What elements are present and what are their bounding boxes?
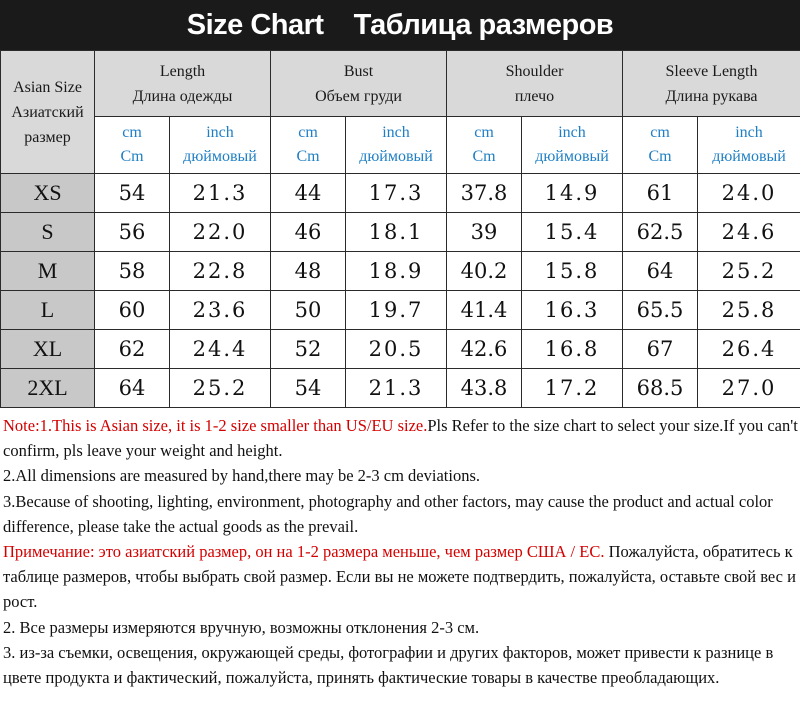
unit-inch — [170, 117, 271, 174]
unit-line: Cm — [648, 148, 672, 165]
value-cm: 61 — [623, 174, 698, 213]
value-inch: 17.2 — [522, 369, 623, 408]
group-header-bust — [271, 51, 447, 117]
size-label: 2XL — [1, 369, 95, 408]
size-label: XL — [1, 330, 95, 369]
group-header-ru: Длина одежды — [132, 87, 233, 105]
unit-line: дюймовый — [359, 148, 433, 165]
title-en: Size Chart — [186, 8, 324, 41]
group-header-length — [95, 51, 271, 117]
value-inch: 21.3 — [346, 369, 447, 408]
value-cm: 48 — [271, 252, 346, 291]
note-ru-3: 3. из-за съемки, освещения, окружающей среды, фотографии и других факторов, может привести к разнице в цвете продукта и фактический, пожалуйста, принять фактические товары в качестве преобладающих. — [3, 642, 774, 688]
unit-cm — [447, 117, 522, 174]
unit-inch — [698, 117, 800, 174]
value-inch: 18.1 — [346, 213, 447, 252]
unit-line: cm — [122, 124, 142, 141]
value-inch: 17.3 — [346, 174, 447, 213]
unit-line: inch — [206, 124, 234, 141]
value-cm: 43.8 — [447, 369, 522, 408]
note-en-2: 2.All dimensions are measured by hand,there may be 2-3 cm deviations. — [3, 466, 480, 486]
value-inch: 27.0 — [698, 369, 800, 408]
value-inch: 18.9 — [346, 252, 447, 291]
value-inch: 26.4 — [698, 330, 800, 369]
unit-line: cm — [298, 124, 318, 141]
note-en-1-highlight: Note:1.This is Asian size, it is 1-2 size smaller than US/EU size. — [3, 416, 428, 435]
unit-cm — [623, 117, 698, 174]
value-cm: 65.5 — [623, 291, 698, 330]
unit-line: Cm — [120, 148, 144, 165]
unit-cm — [95, 117, 170, 174]
value-cm: 41.4 — [447, 291, 522, 330]
group-header-ru: Объем груди — [315, 87, 402, 105]
group-header-en: Bust — [343, 62, 374, 80]
value-inch: 14.9 — [522, 174, 623, 213]
value-inch: 15.8 — [522, 252, 623, 291]
size-label: L — [1, 291, 95, 330]
value-cm: 58 — [95, 252, 170, 291]
value-inch: 16.3 — [522, 291, 623, 330]
group-header-en: Sleeve Length — [665, 62, 758, 80]
value-inch: 21.3 — [170, 174, 271, 213]
value-cm: 62.5 — [623, 213, 698, 252]
unit-line: дюймовый — [183, 148, 257, 165]
value-inch: 15.4 — [522, 213, 623, 252]
size-label: S — [1, 213, 95, 252]
value-cm: 37.8 — [447, 174, 522, 213]
value-cm: 54 — [95, 174, 170, 213]
value-inch: 19.7 — [346, 291, 447, 330]
value-cm: 52 — [271, 330, 346, 369]
value-inch: 24.0 — [698, 174, 800, 213]
note-ru-1-highlight: Примечание: это азиатский размер, он на 1-2 размера меньше, чем размер США / ЕС. — [3, 542, 605, 562]
value-inch: 22.8 — [170, 252, 271, 291]
note-ru-2: 2. Все размеры измеряются вручную, возможны отклонения 2-3 см. — [3, 617, 480, 637]
note-en-1 — [3, 413, 798, 463]
size-header-line: Азиатский — [11, 103, 84, 121]
unit-line: cm — [650, 124, 670, 141]
group-header-sleeve-length — [623, 51, 800, 117]
size-header-line: размер — [24, 128, 71, 146]
table-row — [1, 174, 800, 213]
notes — [3, 413, 798, 690]
table-row — [1, 369, 800, 408]
value-inch: 25.2 — [170, 369, 271, 408]
table-row — [1, 252, 800, 291]
value-inch: 23.6 — [170, 291, 271, 330]
value-inch: 22.0 — [170, 213, 271, 252]
unit-line: inch — [382, 124, 410, 141]
value-inch: 25.2 — [698, 252, 800, 291]
title-bar — [0, 0, 800, 50]
unit-line: inch — [735, 124, 763, 141]
size-label: XS — [1, 174, 95, 213]
value-cm: 46 — [271, 213, 346, 252]
unit-line: дюймовый — [712, 148, 786, 165]
value-cm: 42.6 — [447, 330, 522, 369]
group-header-en: Shoulder — [505, 62, 564, 80]
value-cm: 67 — [623, 330, 698, 369]
value-cm: 64 — [95, 369, 170, 408]
value-cm: 50 — [271, 291, 346, 330]
size-header-line: Asian Size — [13, 78, 82, 96]
value-cm: 68.5 — [623, 369, 698, 408]
size-label: M — [1, 252, 95, 291]
size-table — [0, 50, 800, 408]
value-cm: 56 — [95, 213, 170, 252]
value-cm: 64 — [623, 252, 698, 291]
value-inch: 16.8 — [522, 330, 623, 369]
value-cm: 60 — [95, 291, 170, 330]
size-column-header — [1, 51, 95, 174]
value-cm: 44 — [271, 174, 346, 213]
unit-line: cm — [474, 124, 494, 141]
unit-line: дюймовый — [535, 148, 609, 165]
unit-line: Cm — [472, 148, 496, 165]
note-ru-1 — [3, 539, 798, 615]
unit-line: Cm — [296, 148, 320, 165]
note-en-1-text: Pls Refer to the size chart to select your size.If you can't confirm, pls leave your weight and height. — [3, 416, 798, 461]
table-row — [1, 213, 800, 252]
value-cm: 54 — [271, 369, 346, 408]
value-inch: 25.8 — [698, 291, 800, 330]
unit-inch — [522, 117, 623, 174]
value-cm: 62 — [95, 330, 170, 369]
unit-cm — [271, 117, 346, 174]
value-inch: 24.6 — [698, 213, 800, 252]
value-inch: 24.4 — [170, 330, 271, 369]
unit-inch — [346, 117, 447, 174]
title-ru: Таблица размеров — [353, 8, 614, 41]
value-cm: 40.2 — [447, 252, 522, 291]
value-inch: 20.5 — [346, 330, 447, 369]
note-en-3: 3.Because of shooting, lighting, environment, photography and other factors, may cause the product and actual color difference, please take the actual goods as the prevail. — [3, 491, 773, 536]
unit-line: inch — [558, 124, 586, 141]
group-header-en: Length — [159, 62, 206, 80]
group-header-ru: плечо — [514, 87, 555, 105]
note-ru-1-text: Пожалуйста, обратитесь к таблице размеров, чтобы выбрать свой размер. Если вы не можете подтвердить, пожалуйста, оставьте свой вес и рост. — [3, 542, 796, 612]
value-cm: 39 — [447, 213, 522, 252]
group-header-shoulder — [447, 51, 623, 117]
table-row — [1, 330, 800, 369]
table-row — [1, 291, 800, 330]
table-body — [1, 174, 800, 408]
group-header-ru: Длина рукава — [665, 87, 758, 105]
